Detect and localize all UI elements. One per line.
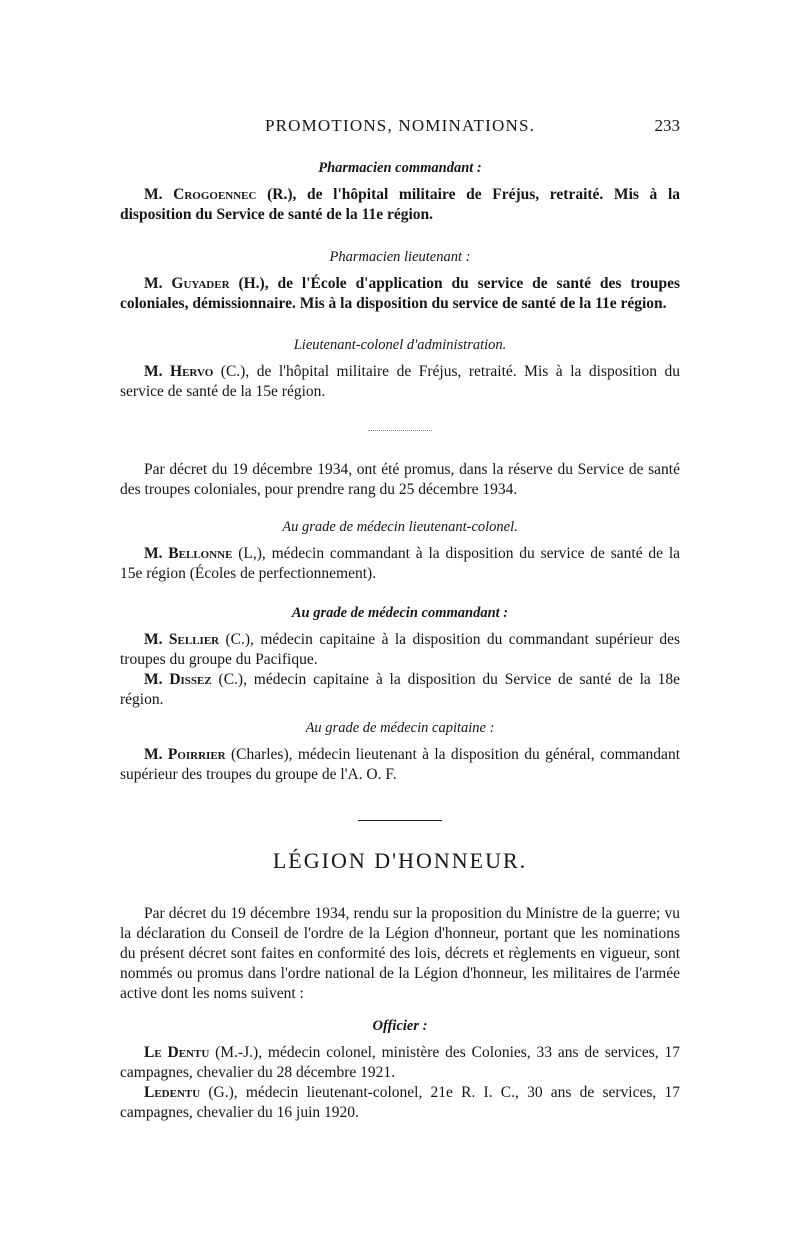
block-legion-decree bbox=[120, 904, 680, 1004]
entry-sellier bbox=[120, 630, 680, 670]
block-lieutenant-colonel-admin bbox=[120, 337, 680, 402]
entry-text: (G.), médecin lieutenant-colonel, 21e R. I. C., 30 ans de services, 17 campagnes, chevalier du 16 juin 1920. bbox=[120, 1084, 680, 1121]
entry-guyader bbox=[120, 274, 680, 314]
legion-decree-intro: Par décret du 19 décembre 1934, rendu sur la proposition du Ministre de la guerre; vu la déclaration du Conseil de l'ordre de la Légion d'honneur, portant que les nominations du présent décret sont faites en conformité des lois, décrets et règlements en vigueur, sont nommés ou promus dans l'ordre national de la Légion d'honneur, les militaires de l'armée active dont les noms suivent : bbox=[120, 905, 680, 1002]
heading-medecin-capitaine: Au grade de médecin capitaine : bbox=[305, 720, 495, 736]
entry-dissez bbox=[120, 670, 680, 710]
running-header bbox=[120, 116, 680, 144]
person-name: M. Sellier bbox=[144, 631, 220, 648]
person-name: M. Crogoennec bbox=[144, 186, 257, 203]
person-name: M. Guyader bbox=[144, 275, 230, 292]
section-title-legion-honneur: LÉGION D'HONNEUR. bbox=[272, 848, 528, 873]
block-pharmacien-lieutenant bbox=[120, 249, 680, 314]
horizontal-rule bbox=[358, 820, 442, 821]
entry-text: (L,), médecin commandant à la disposition du service de santé de la 15e région (Écoles de perfectionnement). bbox=[120, 545, 681, 582]
decree-intro: Par décret du 19 décembre 1934, ont été promus, dans la réserve du Service de santé des troupes coloniales, pour prendre rang du 25 décembre 1934. bbox=[120, 461, 680, 498]
entry-text: (C.), de l'hôpital militaire de Fréjus, retraité. Mis à la disposition du service de santé de la 15e région. bbox=[120, 363, 680, 400]
person-name: M. Poirrier bbox=[144, 746, 226, 763]
heading-medecin-lieutenant-colonel: Au grade de médecin lieutenant-colonel. bbox=[282, 519, 518, 535]
entry-ledentu bbox=[120, 1083, 680, 1123]
entry-text: (H.), de l'École d'application du service de santé des troupes coloniales, démissionnaire. Mis à la disposition du service de santé de la 11e région. bbox=[120, 275, 681, 312]
page-number: 233 bbox=[654, 116, 680, 135]
person-name: M. Dissez bbox=[144, 671, 212, 688]
entry-text: (Charles), médecin lieutenant à la disposition du général, commandant supérieur des troupes du groupe de l'A. O. F. bbox=[120, 746, 680, 783]
entry-text: (C.), médecin capitaine à la disposition du Service de santé de la 18e région. bbox=[120, 671, 681, 708]
person-name: Le Dentu bbox=[144, 1044, 210, 1061]
heading-pharmacien-lieutenant: Pharmacien lieutenant : bbox=[329, 249, 471, 265]
heading-pharmacien-commandant: Pharmacien commandant : bbox=[318, 160, 482, 176]
block-medecin-commandant bbox=[120, 605, 680, 710]
entry-hervo bbox=[120, 362, 680, 402]
entry-bellonne bbox=[120, 544, 680, 584]
entry-text: (C.), médecin capitaine à la disposition du commandant supérieur des troupes du groupe du Pacifique. bbox=[120, 631, 680, 668]
heading-medecin-commandant: Au grade de médecin commandant : bbox=[291, 605, 509, 621]
entry-poirrier bbox=[120, 745, 680, 785]
block-officier bbox=[120, 1018, 680, 1123]
person-name: Ledentu bbox=[144, 1084, 201, 1101]
block-pharmaciens bbox=[120, 160, 680, 225]
person-name: M. Hervo bbox=[144, 363, 214, 380]
running-title: PROMOTIONS, NOMINATIONS. bbox=[264, 116, 536, 135]
block-lieutenant-colonel bbox=[120, 519, 680, 584]
entry-text: (R.), de l'hôpital militaire de Fréjus, retraité. Mis à la disposition du Service de santé de la 11e région. bbox=[120, 186, 680, 223]
heading-lieutenant-colonel-administration: Lieutenant-colonel d'administration. bbox=[293, 337, 507, 353]
block-promotions-reserve bbox=[120, 460, 680, 500]
entry-le-dentu bbox=[120, 1043, 680, 1083]
block-medecin-capitaine bbox=[120, 720, 680, 785]
heading-officier: Officier : bbox=[372, 1018, 428, 1034]
person-name: M. Bellonne bbox=[144, 545, 233, 562]
entry-text: (M.-J.), médecin colonel, ministère des Colonies, 33 ans de services, 17 campagnes, chevalier du 28 décembre 1921. bbox=[120, 1044, 681, 1081]
entry-crogoennec bbox=[120, 185, 680, 225]
dotted-separator bbox=[368, 430, 432, 431]
